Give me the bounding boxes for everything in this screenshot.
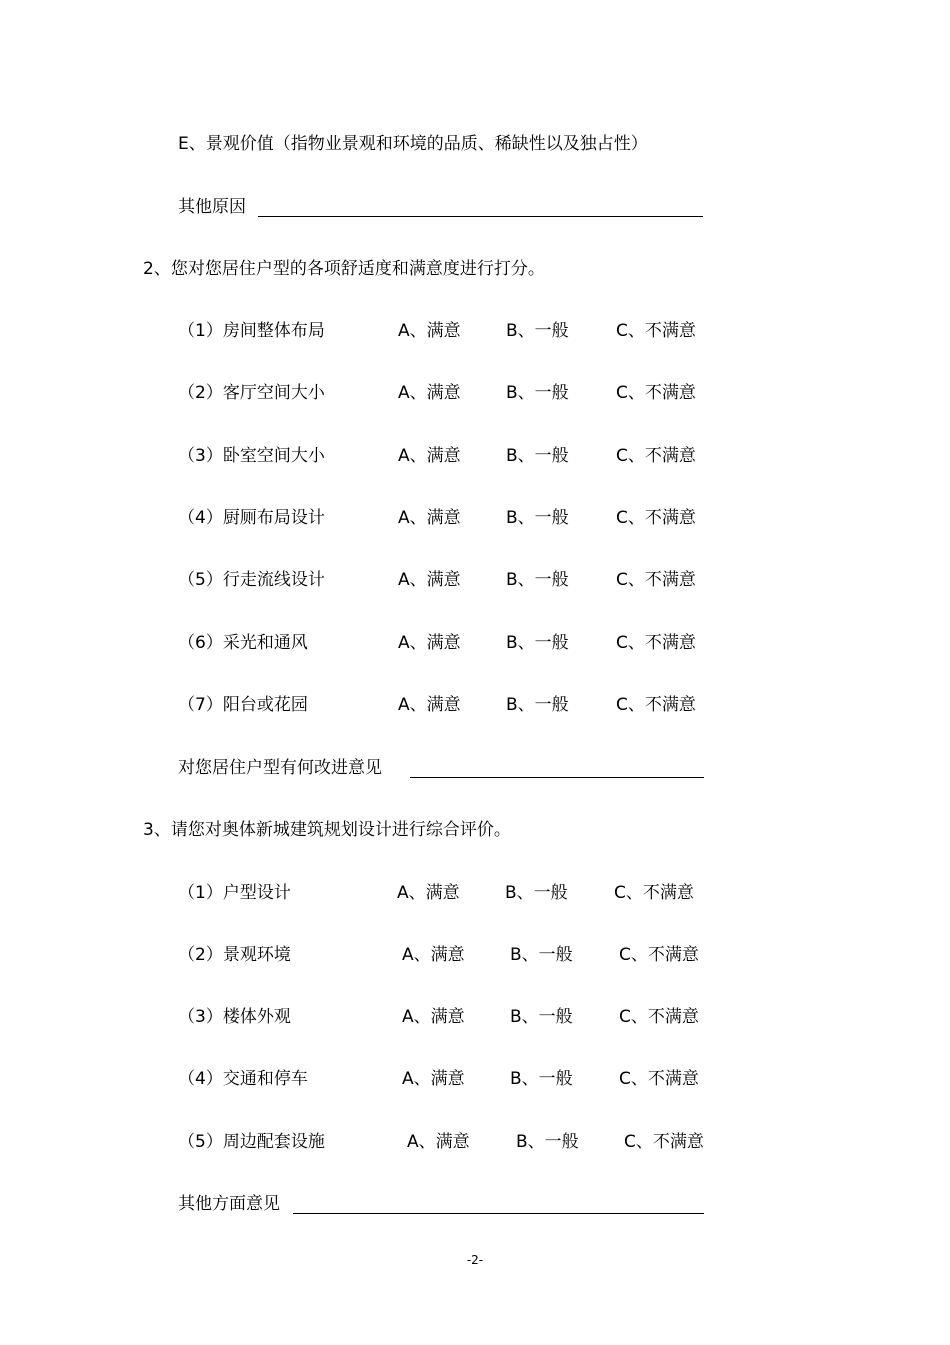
q3-row-label: （1）户型设计 [178,883,291,903]
other-aspects-label: 其他方面意见 [178,1194,280,1214]
q2-row-label: （2）客厅空间大小 [178,383,325,403]
option-a-satisfied[interactable]: A、满意 [398,321,461,341]
option-c-unsatisfied[interactable]: C、不满意 [619,1007,699,1027]
item-e-text: E、景观价值（指物业景观和环境的品质、稀缺性以及独占性） [178,134,648,154]
option-c-unsatisfied[interactable]: C、不满意 [616,695,696,715]
option-b-average[interactable]: B、一般 [506,570,569,590]
option-b-average[interactable]: B、一般 [506,695,569,715]
option-b-average[interactable]: B、一般 [506,633,569,653]
q3-row-label: （4）交通和停车 [178,1069,308,1089]
improve-suggestion-label: 对您居住户型有何改进意见 [178,758,382,778]
option-a-satisfied[interactable]: A、满意 [398,570,461,590]
option-c-unsatisfied[interactable]: C、不满意 [616,633,696,653]
option-c-unsatisfied[interactable]: C、不满意 [619,1069,699,1089]
option-a-satisfied[interactable]: A、满意 [402,1007,465,1027]
option-b-average[interactable]: B、一般 [510,1069,573,1089]
question-2-title: 2、您对您居住户型的各项舒适度和满意度进行打分。 [143,259,545,279]
option-b-average[interactable]: B、一般 [506,383,569,403]
option-a-satisfied[interactable]: A、满意 [398,508,461,528]
other-aspects-blank[interactable] [293,1213,704,1214]
q2-row-label: （7）阳台或花园 [178,695,308,715]
option-c-unsatisfied[interactable]: C、不满意 [616,383,696,403]
option-c-unsatisfied[interactable]: C、不满意 [616,321,696,341]
other-reason-blank[interactable] [258,216,703,217]
option-a-satisfied[interactable]: A、满意 [398,383,461,403]
option-b-average[interactable]: B、一般 [516,1132,579,1152]
option-a-satisfied[interactable]: A、满意 [402,1069,465,1089]
q2-row-label: （4）厨厕布局设计 [178,508,325,528]
option-a-satisfied[interactable]: A、满意 [398,695,461,715]
q3-row-label: （3）楼体外观 [178,1007,291,1027]
option-a-satisfied[interactable]: A、满意 [397,883,460,903]
q3-row-label: （5）周边配套设施 [178,1132,325,1152]
q2-row-label: （5）行走流线设计 [178,570,325,590]
option-a-satisfied[interactable]: A、满意 [407,1132,470,1152]
option-c-unsatisfied[interactable]: C、不满意 [616,508,696,528]
q2-row-label: （1）房间整体布局 [178,321,325,341]
option-b-average[interactable]: B、一般 [506,321,569,341]
option-c-unsatisfied[interactable]: C、不满意 [616,446,696,466]
option-a-satisfied[interactable]: A、满意 [402,945,465,965]
other-reason-label: 其他原因 [178,197,246,217]
option-a-satisfied[interactable]: A、满意 [398,446,461,466]
option-b-average[interactable]: B、一般 [510,1007,573,1027]
option-c-unsatisfied[interactable]: C、不满意 [616,570,696,590]
q2-row-label: （3）卧室空间大小 [178,446,325,466]
question-3-title: 3、请您对奥体新城建筑规划设计进行综合评价。 [143,820,511,840]
option-c-unsatisfied[interactable]: C、不满意 [624,1132,704,1152]
option-c-unsatisfied[interactable]: C、不满意 [614,883,694,903]
option-b-average[interactable]: B、一般 [506,446,569,466]
option-a-satisfied[interactable]: A、满意 [398,633,461,653]
option-b-average[interactable]: B、一般 [506,508,569,528]
option-c-unsatisfied[interactable]: C、不满意 [619,945,699,965]
q3-row-label: （2）景观环境 [178,945,291,965]
option-b-average[interactable]: B、一般 [505,883,568,903]
page-number: -2- [466,1253,484,1267]
improve-suggestion-blank[interactable] [410,777,704,778]
option-b-average[interactable]: B、一般 [510,945,573,965]
q2-row-label: （6）采光和通风 [178,633,308,653]
